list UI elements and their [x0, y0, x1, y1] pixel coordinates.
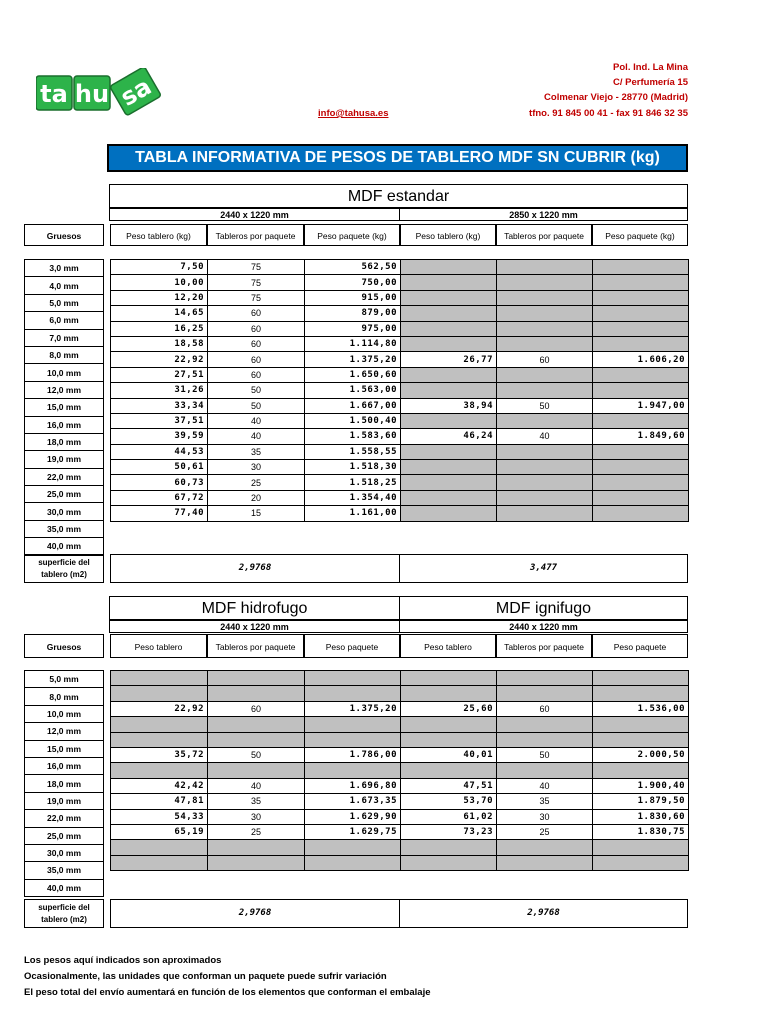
board-weight-cell — [111, 840, 208, 855]
pack-weight-cell — [305, 686, 401, 701]
pack-weight-cell: 1.500,40 — [305, 413, 401, 428]
pack-weight-cell — [593, 260, 689, 275]
boards-per-pack-cell: 75 — [208, 260, 305, 275]
boards-per-pack-cell: 75 — [208, 275, 305, 290]
thickness-label: 22,0 mm — [25, 810, 104, 827]
board-weight-cell: 47,81 — [111, 794, 208, 809]
pack-weight-cell: 1.830,60 — [593, 809, 689, 824]
boards-per-pack-cell: 60 — [208, 306, 305, 321]
table-row — [111, 855, 689, 870]
table1-col-header: Tableros por paquete — [207, 224, 304, 246]
board-weight-cell — [111, 732, 208, 747]
board-weight-cell: 31,26 — [111, 383, 208, 398]
board-weight-cell: 77,40 — [111, 506, 208, 521]
table1-data — [110, 259, 689, 522]
board-weight-cell: 50,61 — [111, 460, 208, 475]
boards-per-pack-cell: 50 — [208, 383, 305, 398]
pack-weight-cell: 1.667,00 — [305, 398, 401, 413]
table1-surface-left: 2,9768 — [110, 554, 400, 583]
table-row — [111, 506, 689, 521]
board-weight-cell — [401, 671, 497, 686]
thickness-label: 4,0 mm — [25, 277, 104, 294]
boards-per-pack-cell — [497, 506, 593, 521]
boards-per-pack-cell — [208, 671, 305, 686]
table2-size-left: 2440 x 1220 mm — [109, 620, 400, 633]
pack-weight-cell: 2.000,50 — [593, 747, 689, 762]
boards-per-pack-cell — [497, 732, 593, 747]
table1-gruesos-column — [24, 259, 104, 556]
thickness-label: 25,0 mm — [25, 486, 104, 503]
board-weight-cell: 39,59 — [111, 429, 208, 444]
boards-per-pack-cell: 60 — [208, 352, 305, 367]
table2-gruesos-column — [24, 670, 104, 897]
table1-gruesos-header: Gruesos — [24, 224, 104, 246]
board-weight-cell: 37,51 — [111, 413, 208, 428]
board-weight-cell: 22,92 — [111, 701, 208, 716]
board-weight-cell — [401, 444, 497, 459]
boards-per-pack-cell: 30 — [208, 460, 305, 475]
thickness-label: 35,0 mm — [25, 862, 104, 879]
note-1: Los pesos aquí indicados son aproximados — [24, 955, 222, 966]
pack-weight-cell: 1.879,50 — [593, 794, 689, 809]
pack-weight-cell — [305, 671, 401, 686]
boards-per-pack-cell — [497, 444, 593, 459]
table-row — [111, 747, 689, 762]
pack-weight-cell — [593, 306, 689, 321]
boards-per-pack-cell — [497, 275, 593, 290]
boards-per-pack-cell — [497, 383, 593, 398]
board-weight-cell: 53,70 — [401, 794, 497, 809]
pack-weight-cell — [593, 506, 689, 521]
table-row — [111, 475, 689, 490]
thickness-label: 15,0 mm — [25, 399, 104, 416]
pack-weight-cell — [593, 686, 689, 701]
table-row — [111, 444, 689, 459]
boards-per-pack-cell: 60 — [208, 336, 305, 351]
table-row — [111, 336, 689, 351]
boards-per-pack-cell: 35 — [208, 794, 305, 809]
board-weight-cell — [401, 413, 497, 428]
pack-weight-cell — [593, 367, 689, 382]
boards-per-pack-cell — [497, 306, 593, 321]
svg-text:hu: hu — [74, 80, 110, 108]
boards-per-pack-cell: 35 — [497, 794, 593, 809]
table-row — [111, 778, 689, 793]
pack-weight-cell — [593, 671, 689, 686]
boards-per-pack-cell: 25 — [497, 824, 593, 839]
thickness-label: 25,0 mm — [25, 827, 104, 844]
pack-weight-cell — [305, 840, 401, 855]
thickness-label: 6,0 mm — [25, 312, 104, 329]
page-title: TABLA INFORMATIVA DE PESOS DE TABLERO MDF SN CUBRIR (kg) — [107, 144, 688, 172]
table2-col-header: Peso paquete — [304, 634, 400, 658]
boards-per-pack-cell: 35 — [208, 444, 305, 459]
board-weight-cell: 12,20 — [111, 290, 208, 305]
boards-per-pack-cell: 75 — [208, 290, 305, 305]
boards-per-pack-cell — [208, 840, 305, 855]
pack-weight-cell: 1.375,20 — [305, 701, 401, 716]
thickness-label: 30,0 mm — [25, 503, 104, 520]
board-weight-cell: 26,77 — [401, 352, 497, 367]
board-weight-cell: 16,25 — [111, 321, 208, 336]
pack-weight-cell — [593, 275, 689, 290]
board-weight-cell — [401, 336, 497, 351]
boards-per-pack-cell — [497, 671, 593, 686]
board-weight-cell — [401, 686, 497, 701]
board-weight-cell — [111, 763, 208, 778]
thickness-label: 40,0 mm — [25, 879, 104, 896]
boards-per-pack-cell: 15 — [208, 506, 305, 521]
boards-per-pack-cell: 50 — [497, 747, 593, 762]
address-line-2: C/ Perfumería 15 — [613, 77, 688, 88]
pack-weight-cell — [593, 336, 689, 351]
pack-weight-cell — [593, 413, 689, 428]
boards-per-pack-cell — [497, 763, 593, 778]
board-weight-cell — [401, 383, 497, 398]
pack-weight-cell — [593, 444, 689, 459]
boards-per-pack-cell: 25 — [208, 475, 305, 490]
table1-col-header: Peso tablero (kg) — [400, 224, 496, 246]
board-weight-cell — [401, 490, 497, 505]
note-2: Ocasionalmente, las unidades que conforman un paquete puede sufrir variación — [24, 971, 387, 982]
boards-per-pack-cell — [497, 840, 593, 855]
boards-per-pack-cell: 60 — [208, 321, 305, 336]
thickness-label: 10,0 mm — [25, 364, 104, 381]
boards-per-pack-cell — [497, 336, 593, 351]
pack-weight-cell — [593, 855, 689, 870]
thickness-label: 7,0 mm — [25, 329, 104, 346]
pack-weight-cell: 1.673,35 — [305, 794, 401, 809]
svg-text:sa: sa — [115, 72, 157, 112]
board-weight-cell: 18,58 — [111, 336, 208, 351]
boards-per-pack-cell — [208, 855, 305, 870]
board-weight-cell: 10,00 — [111, 275, 208, 290]
board-weight-cell — [401, 763, 497, 778]
board-weight-cell: 60,73 — [111, 475, 208, 490]
table-row — [111, 367, 689, 382]
pack-weight-cell — [593, 475, 689, 490]
boards-per-pack-cell: 30 — [208, 809, 305, 824]
thickness-label: 5,0 mm — [25, 671, 104, 688]
pack-weight-cell — [593, 732, 689, 747]
board-weight-cell: 61,02 — [401, 809, 497, 824]
board-weight-cell: 14,65 — [111, 306, 208, 321]
table-row — [111, 460, 689, 475]
boards-per-pack-cell — [497, 413, 593, 428]
table-row — [111, 383, 689, 398]
table-row — [111, 413, 689, 428]
table1-surface-right: 3,477 — [399, 554, 688, 583]
boards-per-pack-cell — [208, 686, 305, 701]
board-weight-cell: 25,60 — [401, 701, 497, 716]
board-weight-cell: 65,19 — [111, 824, 208, 839]
thickness-label: 19,0 mm — [25, 792, 104, 809]
board-weight-cell: 27,51 — [111, 367, 208, 382]
table1-col-header: Tableros por paquete — [496, 224, 592, 246]
pack-weight-cell — [305, 855, 401, 870]
table2-title-left: MDF hidrofugo — [109, 596, 400, 620]
thickness-label: 16,0 mm — [25, 757, 104, 774]
thickness-label: 5,0 mm — [25, 294, 104, 311]
table-row — [111, 763, 689, 778]
table2-surface-left: 2,9768 — [110, 899, 400, 928]
table-row — [111, 321, 689, 336]
board-weight-cell: 22,92 — [111, 352, 208, 367]
pack-weight-cell: 1.536,00 — [593, 701, 689, 716]
pack-weight-cell: 1.161,00 — [305, 506, 401, 521]
table-row — [111, 794, 689, 809]
table-row — [111, 352, 689, 367]
pack-weight-cell: 1.900,40 — [593, 778, 689, 793]
board-weight-cell — [401, 475, 497, 490]
boards-per-pack-cell — [497, 290, 593, 305]
board-weight-cell — [401, 732, 497, 747]
board-weight-cell — [401, 506, 497, 521]
pack-weight-cell — [593, 321, 689, 336]
email-link[interactable]: info@tahusa.es — [318, 108, 389, 119]
address-line-3: Colmenar Viejo - 28770 (Madrid) — [544, 92, 688, 103]
board-weight-cell — [401, 260, 497, 275]
pack-weight-cell: 1.650,60 — [305, 367, 401, 382]
pack-weight-cell: 1.563,00 — [305, 383, 401, 398]
table2-gruesos-header: Gruesos — [24, 634, 104, 658]
table-row — [111, 260, 689, 275]
note-3: El peso total del envío aumentará en función de los elementos que conforman el embalaje — [24, 987, 431, 998]
board-weight-cell: 7,50 — [111, 260, 208, 275]
boards-per-pack-cell — [208, 732, 305, 747]
table-row — [111, 686, 689, 701]
thickness-label: 3,0 mm — [25, 260, 104, 277]
pack-weight-cell: 1.947,00 — [593, 398, 689, 413]
pack-weight-cell — [305, 732, 401, 747]
thickness-label: 12,0 mm — [25, 723, 104, 740]
table1-title: MDF estandar — [109, 184, 688, 208]
pack-weight-cell — [593, 290, 689, 305]
board-weight-cell — [401, 717, 497, 732]
boards-per-pack-cell — [497, 490, 593, 505]
table1-size-left: 2440 x 1220 mm — [109, 208, 400, 221]
boards-per-pack-cell — [497, 260, 593, 275]
notes — [24, 953, 431, 1001]
board-weight-cell: 35,72 — [111, 747, 208, 762]
boards-per-pack-cell: 30 — [497, 809, 593, 824]
table2-surface-label: superficie del tablero (m2) — [24, 899, 104, 928]
board-weight-cell — [401, 275, 497, 290]
table2-col-header: Tableros por paquete — [496, 634, 592, 658]
thickness-label: 10,0 mm — [25, 705, 104, 722]
board-weight-cell: 40,01 — [401, 747, 497, 762]
pack-weight-cell — [593, 717, 689, 732]
boards-per-pack-cell — [497, 855, 593, 870]
thickness-label: 30,0 mm — [25, 844, 104, 861]
pack-weight-cell: 1.114,80 — [305, 336, 401, 351]
pack-weight-cell — [593, 383, 689, 398]
pack-weight-cell — [593, 763, 689, 778]
table-row — [111, 671, 689, 686]
address-line-1: Pol. Ind. La Mina — [613, 62, 688, 73]
table-row — [111, 701, 689, 716]
boards-per-pack-cell: 50 — [208, 747, 305, 762]
boards-per-pack-cell: 50 — [497, 398, 593, 413]
boards-per-pack-cell: 60 — [208, 701, 305, 716]
board-weight-cell: 44,53 — [111, 444, 208, 459]
boards-per-pack-cell: 40 — [497, 778, 593, 793]
pack-weight-cell — [305, 763, 401, 778]
pack-weight-cell: 1.830,75 — [593, 824, 689, 839]
tahusa-logo — [36, 68, 216, 116]
boards-per-pack-cell: 50 — [208, 398, 305, 413]
table2-data — [110, 670, 689, 871]
thickness-label: 22,0 mm — [25, 468, 104, 485]
table-row — [111, 717, 689, 732]
pack-weight-cell: 562,50 — [305, 260, 401, 275]
table2-col-header: Peso paquete — [592, 634, 688, 658]
table-row — [111, 809, 689, 824]
thickness-label: 15,0 mm — [25, 740, 104, 757]
pack-weight-cell: 750,00 — [305, 275, 401, 290]
table-row — [111, 732, 689, 747]
table2-size-right: 2440 x 1220 mm — [399, 620, 688, 633]
pack-weight-cell: 1.629,90 — [305, 809, 401, 824]
boards-per-pack-cell: 40 — [208, 429, 305, 444]
pack-weight-cell: 1.696,80 — [305, 778, 401, 793]
boards-per-pack-cell: 20 — [208, 490, 305, 505]
pack-weight-cell: 1.606,20 — [593, 352, 689, 367]
table2-col-header: Tableros por paquete — [207, 634, 304, 658]
table2-surface-right: 2,9768 — [399, 899, 688, 928]
board-weight-cell: 73,23 — [401, 824, 497, 839]
pack-weight-cell: 1.629,75 — [305, 824, 401, 839]
table-row — [111, 275, 689, 290]
pack-weight-cell: 1.558,55 — [305, 444, 401, 459]
pack-weight-cell: 1.375,20 — [305, 352, 401, 367]
boards-per-pack-cell — [497, 717, 593, 732]
svg-text:ta: ta — [40, 80, 68, 108]
pack-weight-cell — [593, 490, 689, 505]
thickness-label: 8,0 mm — [25, 346, 104, 363]
pack-weight-cell: 879,00 — [305, 306, 401, 321]
table-row — [111, 824, 689, 839]
board-weight-cell: 46,24 — [401, 429, 497, 444]
board-weight-cell: 54,33 — [111, 809, 208, 824]
board-weight-cell: 38,94 — [401, 398, 497, 413]
phone-fax: tfno. 91 845 00 41 - fax 91 846 32 35 — [529, 108, 688, 119]
pack-weight-cell: 1.354,40 — [305, 490, 401, 505]
board-weight-cell — [401, 306, 497, 321]
boards-per-pack-cell: 60 — [497, 352, 593, 367]
table2-col-header: Peso tablero — [400, 634, 496, 658]
table-row — [111, 490, 689, 505]
pack-weight-cell: 1.786,00 — [305, 747, 401, 762]
table1-col-header: Peso paquete (kg) — [592, 224, 688, 246]
board-weight-cell — [111, 717, 208, 732]
table-row — [111, 306, 689, 321]
pack-weight-cell — [593, 840, 689, 855]
boards-per-pack-cell — [497, 321, 593, 336]
board-weight-cell: 33,34 — [111, 398, 208, 413]
table-row — [111, 290, 689, 305]
pack-weight-cell: 915,00 — [305, 290, 401, 305]
board-weight-cell: 47,51 — [401, 778, 497, 793]
boards-per-pack-cell — [497, 475, 593, 490]
board-weight-cell — [401, 460, 497, 475]
table1-col-header: Peso tablero (kg) — [110, 224, 207, 246]
table2-title-right: MDF ignifugo — [399, 596, 688, 620]
board-weight-cell — [111, 686, 208, 701]
pack-weight-cell — [305, 717, 401, 732]
table-row — [111, 429, 689, 444]
thickness-label: 16,0 mm — [25, 416, 104, 433]
boards-per-pack-cell: 25 — [208, 824, 305, 839]
pack-weight-cell: 975,00 — [305, 321, 401, 336]
board-weight-cell — [111, 671, 208, 686]
pack-weight-cell — [593, 460, 689, 475]
thickness-label: 8,0 mm — [25, 688, 104, 705]
boards-per-pack-cell — [208, 763, 305, 778]
boards-per-pack-cell: 40 — [497, 429, 593, 444]
thickness-label: 35,0 mm — [25, 520, 104, 537]
thickness-label: 18,0 mm — [25, 433, 104, 450]
boards-per-pack-cell — [208, 717, 305, 732]
board-weight-cell — [401, 321, 497, 336]
table2-col-header: Peso tablero — [110, 634, 207, 658]
table-row — [111, 398, 689, 413]
board-weight-cell — [111, 855, 208, 870]
thickness-label: 12,0 mm — [25, 381, 104, 398]
boards-per-pack-cell: 40 — [208, 778, 305, 793]
boards-per-pack-cell: 60 — [497, 701, 593, 716]
board-weight-cell — [401, 290, 497, 305]
table1-col-header: Peso paquete (kg) — [304, 224, 400, 246]
pack-weight-cell: 1.518,25 — [305, 475, 401, 490]
boards-per-pack-cell: 40 — [208, 413, 305, 428]
table1-size-right: 2850 x 1220 mm — [399, 208, 688, 221]
pack-weight-cell: 1.583,60 — [305, 429, 401, 444]
board-weight-cell: 42,42 — [111, 778, 208, 793]
board-weight-cell — [401, 840, 497, 855]
table1-surface-label: superficie del tablero (m2) — [24, 554, 104, 583]
boards-per-pack-cell — [497, 686, 593, 701]
pack-weight-cell: 1.518,30 — [305, 460, 401, 475]
thickness-label: 19,0 mm — [25, 451, 104, 468]
thickness-label: 40,0 mm — [25, 538, 104, 555]
board-weight-cell — [401, 855, 497, 870]
table-row — [111, 840, 689, 855]
pack-weight-cell: 1.849,60 — [593, 429, 689, 444]
boards-per-pack-cell: 60 — [208, 367, 305, 382]
board-weight-cell — [401, 367, 497, 382]
board-weight-cell: 67,72 — [111, 490, 208, 505]
boards-per-pack-cell — [497, 460, 593, 475]
thickness-label: 18,0 mm — [25, 775, 104, 792]
boards-per-pack-cell — [497, 367, 593, 382]
